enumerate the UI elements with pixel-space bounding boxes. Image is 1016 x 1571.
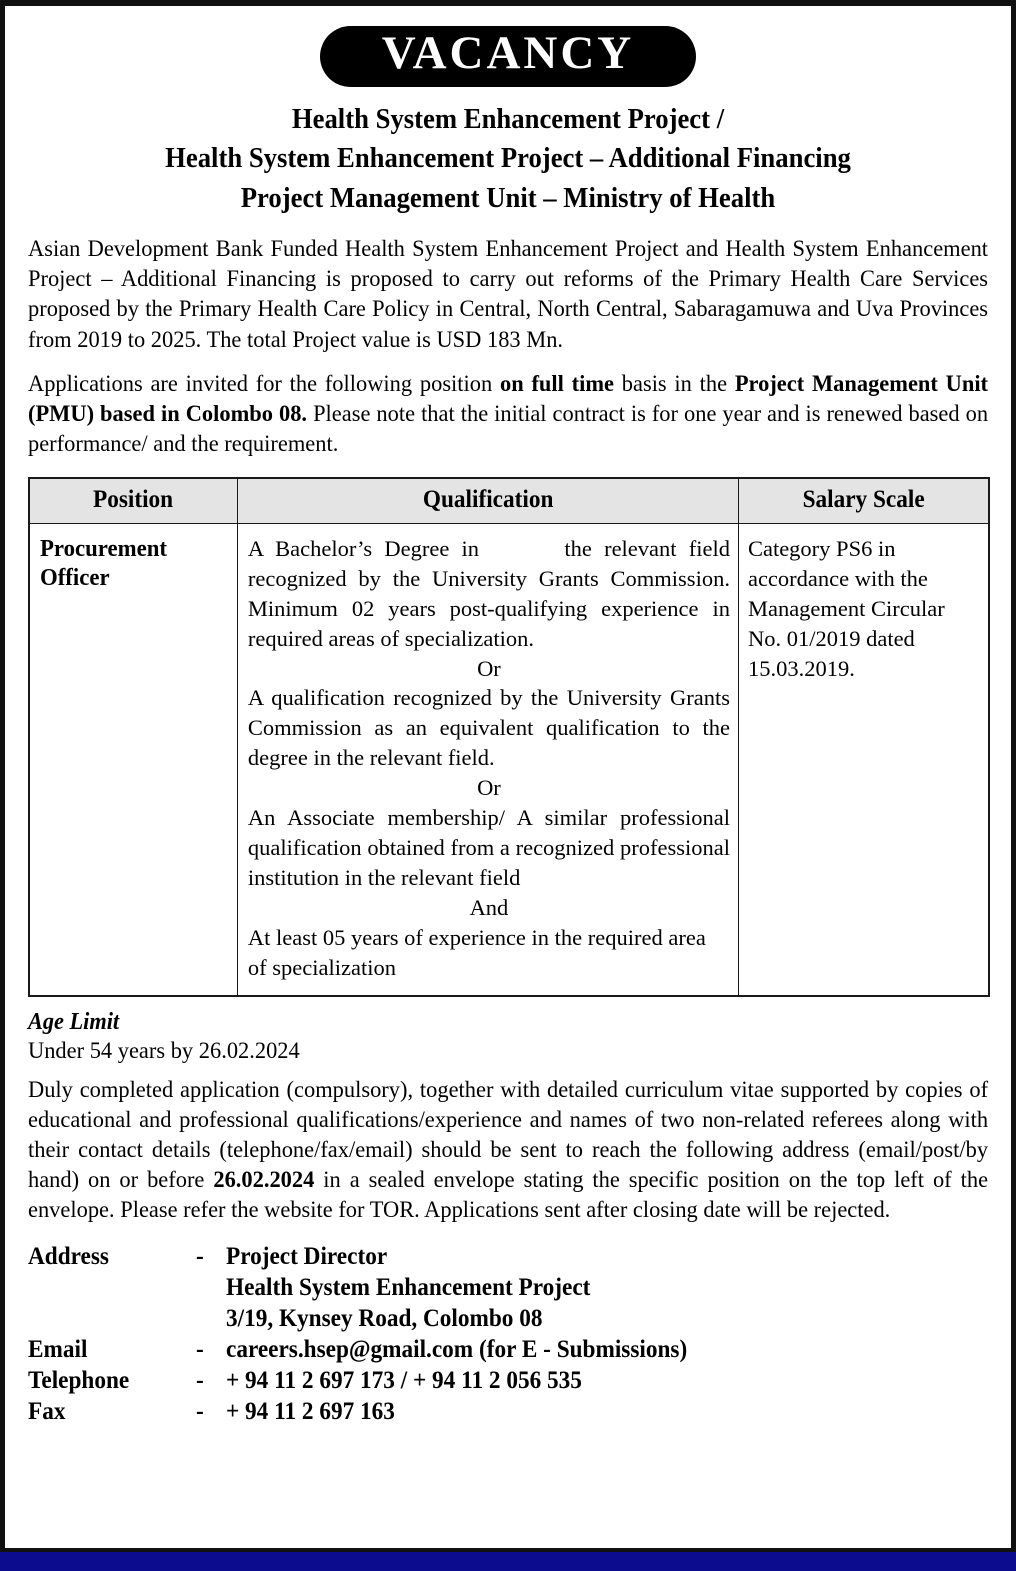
qualification-conjunction-1: Or xyxy=(477,655,501,681)
body-column xyxy=(28,234,990,459)
page-title xyxy=(41,100,976,218)
qualification-block-2: A qualification recognized by the University Grants Commission as an equivalent qualification to the degree in the relevant field. xyxy=(247,685,730,771)
email-value[interactable]: careers.hsep@gmail.com (for E - Submissions) xyxy=(226,1336,688,1364)
address-label: Address xyxy=(28,1243,109,1271)
column-header-position xyxy=(29,478,237,524)
address-line-2: Health System Enhancement Project xyxy=(226,1274,591,1302)
age-limit-label: Age Limit xyxy=(28,1008,120,1035)
address-line-1: Project Director xyxy=(226,1243,388,1271)
column-header-position-label: Position xyxy=(93,485,174,513)
qualification-conjunction-3: And xyxy=(469,894,509,920)
address-line-2-wrap xyxy=(226,1272,1016,1303)
intro-paragraph-2 xyxy=(28,369,988,459)
contact-row-telephone xyxy=(28,1365,1016,1396)
intro2-text-1: Applications are invited for the following position xyxy=(28,370,500,397)
lower-body-column xyxy=(28,1009,990,1225)
position-name-line-2: Officer xyxy=(40,564,110,592)
telephone-dash: - xyxy=(196,1367,204,1395)
cell-position xyxy=(29,523,237,995)
table-header-row xyxy=(29,478,989,524)
closing-deadline-date: 26.02.2024 xyxy=(213,1166,315,1193)
vacancy-table xyxy=(28,477,990,997)
intro-paragraph-1: Asian Development Bank Funded Health System Enhancement Project and Health System Enhancement Project – Additional Financing is proposed to carry out reforms of the Primary Health Care Services proposed by the Primary Health Care Policy in Central, North Central, Sabaragamuwa and Uva Provinces from 2019 to 2025. The total Project value is USD 183 Mn. xyxy=(28,236,989,353)
contact-row-email xyxy=(28,1334,1016,1365)
address-dash: - xyxy=(196,1243,204,1271)
position-name-line-1: Procurement xyxy=(40,534,167,562)
qualification-block-3: An Associate membership/ A similar professional qualification obtained from a recognized professional institution in the relevant field xyxy=(247,805,730,890)
address-line-3-wrap xyxy=(226,1303,1016,1334)
email-dash: - xyxy=(196,1336,204,1364)
address-line-3: 3/19, Kynsey Road, Colombo 08 xyxy=(226,1305,543,1333)
column-header-qualification-label: Qualification xyxy=(422,485,554,513)
intro2-text-3: Please note that the initial contract is for one year and is renewed based on performance/ and the requirement. xyxy=(28,400,989,457)
page-title-line-3: Project Management Unit – Ministry of Health xyxy=(240,181,776,214)
email-label: Email xyxy=(28,1336,88,1364)
fax-dash: - xyxy=(196,1398,204,1426)
contact-block xyxy=(28,1241,1016,1427)
fax-value: + 94 11 2 697 163 xyxy=(226,1398,395,1426)
column-header-salary-scale xyxy=(738,478,989,524)
fax-label: Fax xyxy=(28,1398,66,1426)
footer-accent-bar xyxy=(0,1552,1016,1571)
qualification-conjunction-2: Or xyxy=(477,775,501,801)
qualification-block-4: At least 05 years of experience in the required area of specialization xyxy=(247,924,706,980)
page-title-line-1: Health System Enhancement Project / xyxy=(291,103,725,135)
vacancy-banner xyxy=(0,0,1016,87)
closing-paragraph xyxy=(28,1075,988,1225)
contact-row-address xyxy=(28,1241,1016,1272)
column-header-salary-scale-label: Salary Scale xyxy=(802,485,925,513)
column-header-qualification xyxy=(237,478,738,524)
cell-qualification xyxy=(237,523,738,995)
page-title-line-2: Health System Enhancement Project – Additional Financing xyxy=(165,142,851,175)
age-limit-value: Under 54 years by 26.02.2024 xyxy=(28,1037,300,1064)
contact-row-fax xyxy=(28,1396,1016,1427)
closing-text-2: in a sealed envelope stating the specific position on the top left of the envelope. Please refer the website for TOR. Applications sent after closing date will be rejected. xyxy=(28,1166,989,1223)
table-row xyxy=(29,523,989,995)
telephone-value: + 94 11 2 697 173 / + 94 11 2 056 535 xyxy=(226,1367,582,1395)
intro2-text-2: basis in the xyxy=(614,370,735,397)
vacancy-banner-label: VACANCY xyxy=(320,26,697,87)
intro2-bold-2: Project Management Unit (PMU) based in Colombo 08. xyxy=(28,370,989,427)
intro2-bold-1: on full time xyxy=(499,370,615,397)
cell-salary-scale: Category PS6 in accordance with the Management Circular No. 01/2019 dated 15.03.2019. xyxy=(738,523,989,995)
qualification-block-1: A Bachelor’s Degree in the relevant field recognized by the University Grants Commission. Minimum 02 years post-qualifying experience in required areas of specialization. xyxy=(247,535,730,651)
telephone-label: Telephone xyxy=(28,1367,130,1395)
closing-text-1: Duly completed application (compulsory), together with detailed curriculum vitae supported by copies of educational and professional qualifications/experience and names of two non-related referees along with their contact details (telephone/fax/email) should be sent to reach the following address (email/post/by hand) on or before xyxy=(28,1076,989,1193)
